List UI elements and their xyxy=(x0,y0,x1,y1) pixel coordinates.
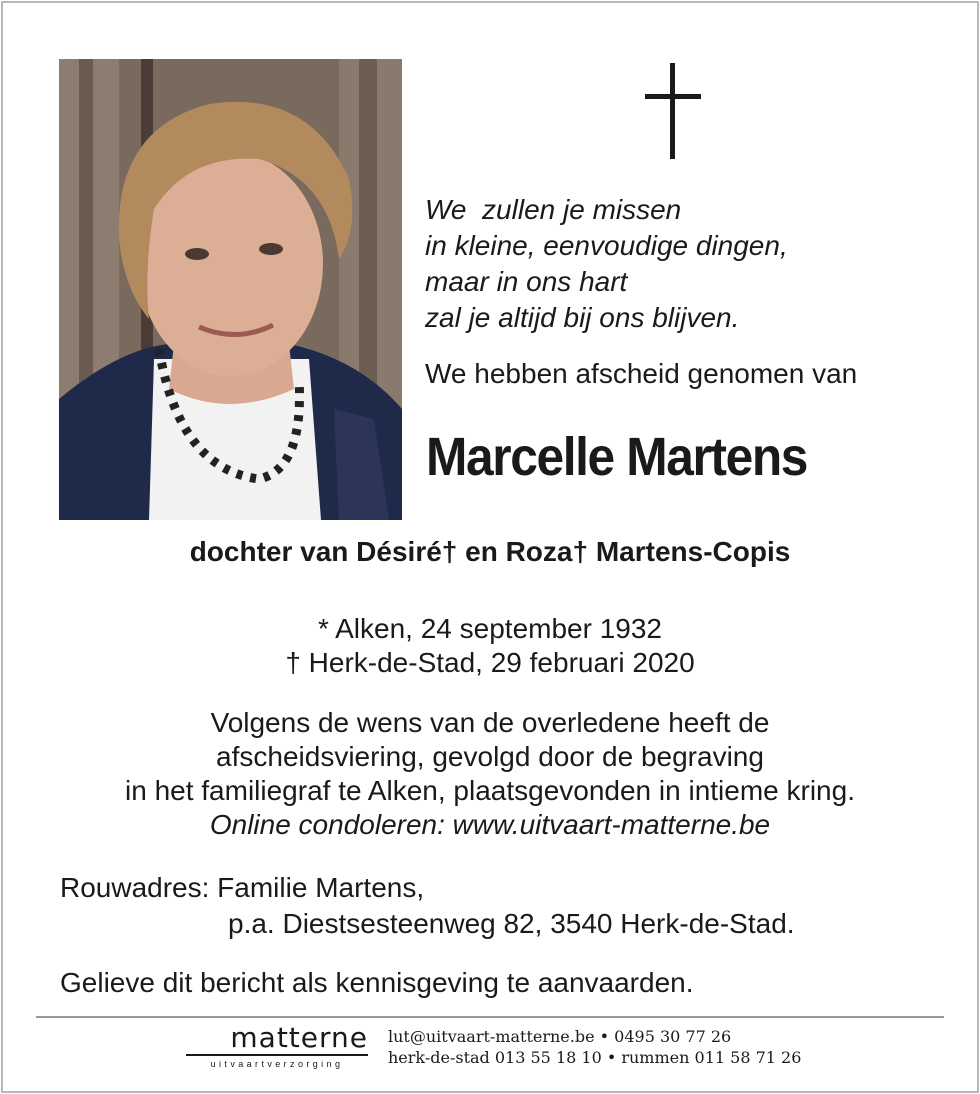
footer-contact xyxy=(388,1026,948,1068)
address-line-2: p.a. Diestsesteenweg 82, 3540 Herk-de-Stad. xyxy=(228,908,795,939)
deceased-name: Marcelle Martens xyxy=(426,427,808,487)
poem xyxy=(425,192,945,336)
notice-line: in het familiegraf te Alken, plaatsgevonden in intieme kring. xyxy=(125,775,855,806)
cross-icon xyxy=(645,63,701,159)
poem-line: zal je altijd bij ons blijven. xyxy=(425,302,740,333)
notice-line: Volgens de wens van de overledene heeft de xyxy=(210,707,770,738)
logo-brand: matterne xyxy=(230,1021,368,1054)
online-condolence: Online condoleren: www.uitvaart-matterne.be xyxy=(209,809,771,840)
farewell-text: We hebben afscheid genomen van xyxy=(425,358,858,389)
mourning-address xyxy=(60,870,940,942)
life-dates xyxy=(0,612,980,680)
footer-divider xyxy=(36,1016,944,1018)
portrait-photo xyxy=(59,59,402,520)
parents-line: dochter van Désiré† en Roza† Martens-Copis xyxy=(189,536,791,567)
contact-line-2: herk-de-stad 013 55 18 10 • rummen 011 58 71 26 xyxy=(388,1048,802,1067)
death-line: † Herk-de-Stad, 29 februari 2020 xyxy=(285,647,695,678)
matterne-logo xyxy=(186,1022,368,1070)
address-line-1: Rouwadres: Familie Martens, xyxy=(60,872,425,903)
notice-request: Gelieve dit bericht als kennisgeving te aanvaarden. xyxy=(60,967,694,998)
notice-line: afscheidsviering, gevolgd door de begraving xyxy=(216,741,764,772)
ceremony-notice xyxy=(0,706,980,842)
logo-tagline: uitvaartverzorging xyxy=(210,1059,344,1069)
contact-line-1: lut@uitvaart-matterne.be • 0495 30 77 26 xyxy=(388,1027,732,1046)
birth-line: * Alken, 24 september 1932 xyxy=(317,613,662,644)
poem-line: maar in ons hart xyxy=(425,266,628,297)
poem-line: We zullen je missen xyxy=(425,194,682,225)
poem-line: in kleine, eenvoudige dingen, xyxy=(425,230,788,261)
